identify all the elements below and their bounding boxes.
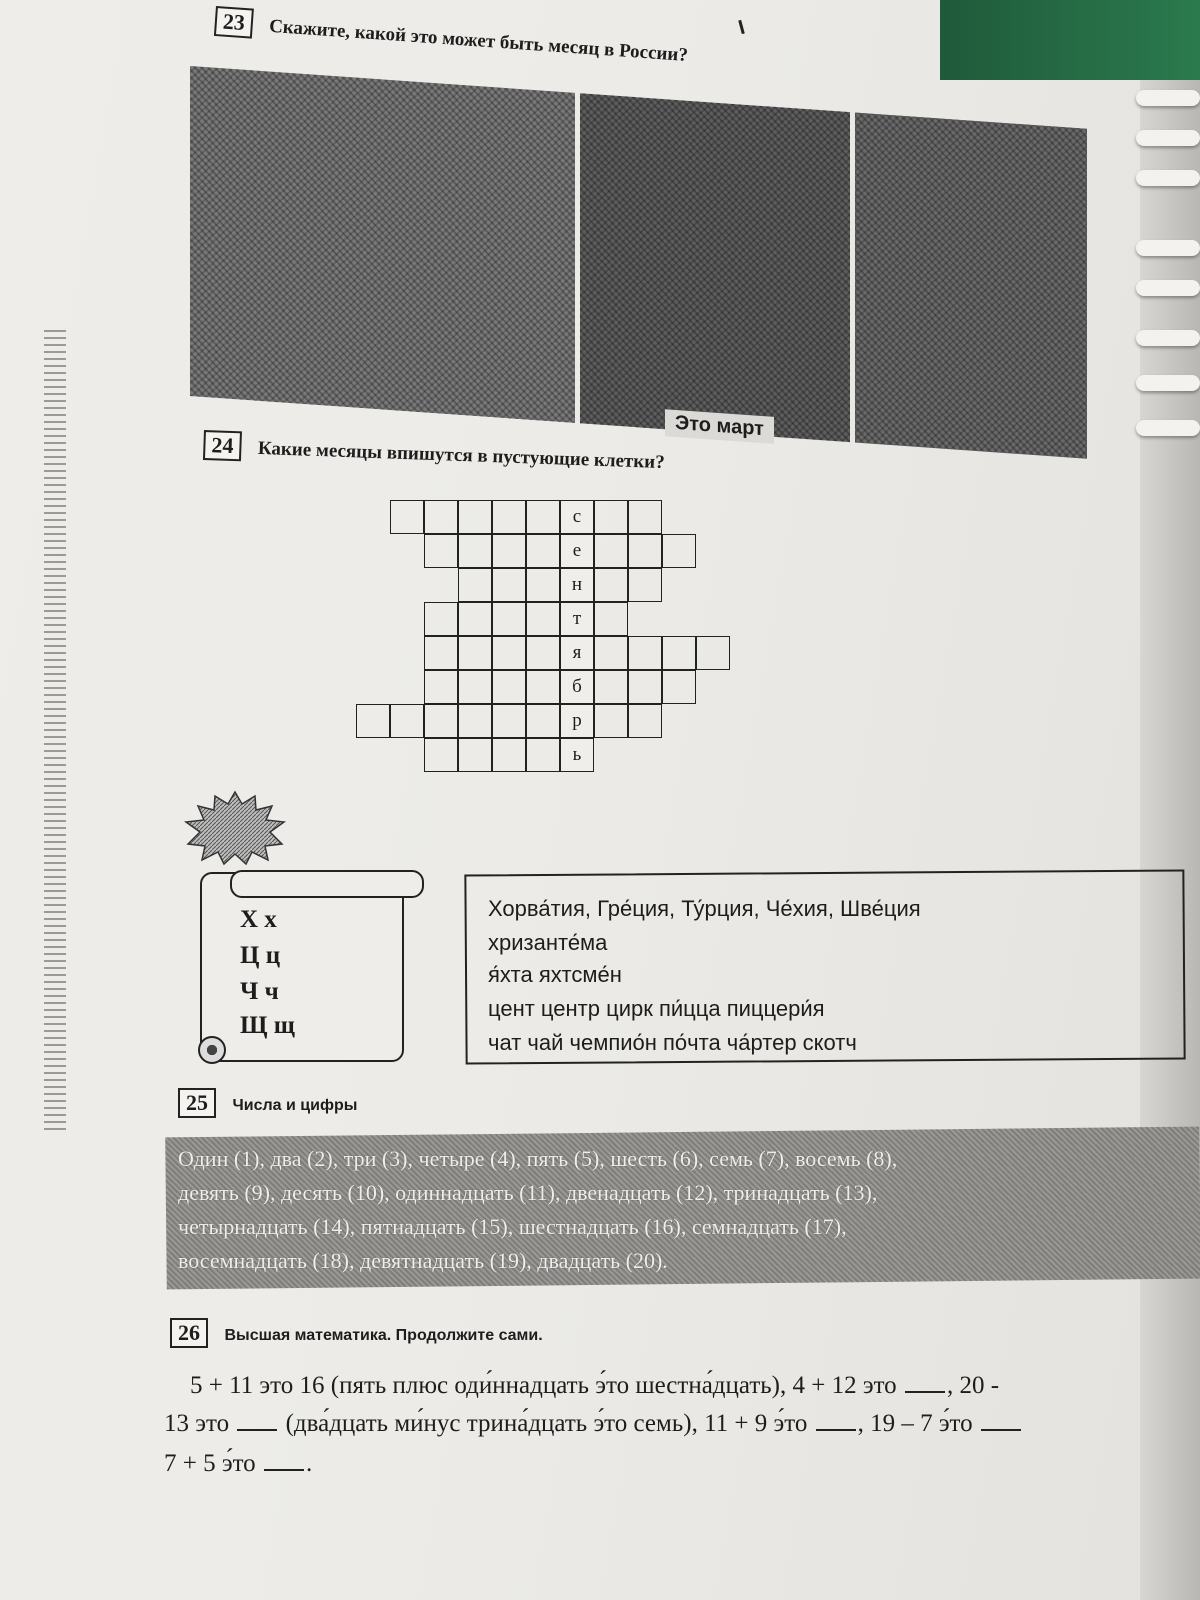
- answer-blank[interactable]: [237, 1429, 277, 1431]
- math-line-1: [190, 1372, 999, 1400]
- crossword-empty-cell[interactable]: [390, 500, 424, 534]
- crossword-empty-cell[interactable]: [492, 500, 526, 534]
- vocabulary-line: Хорва́тия, Гре́ция, Ту́рция, Че́хия, Шве́ция: [488, 896, 921, 921]
- binding-ring: [1136, 130, 1200, 146]
- answer-blank[interactable]: [816, 1429, 856, 1431]
- crossword-key-cell: т: [560, 602, 594, 636]
- crossword-empty-cell[interactable]: [424, 602, 458, 636]
- binding-ring: [1136, 240, 1200, 256]
- crossword-empty-cell[interactable]: [526, 534, 560, 568]
- binding-ring: [1136, 170, 1200, 186]
- crossword-empty-cell[interactable]: [492, 602, 526, 636]
- crossword-empty-cell[interactable]: [526, 704, 560, 738]
- scroll-letter-pair: Х х: [240, 906, 277, 933]
- crossword-empty-cell[interactable]: [594, 670, 628, 704]
- crossword-empty-cell[interactable]: [458, 568, 492, 602]
- crossword-key-cell: я: [560, 636, 594, 670]
- task-25-header: [178, 1088, 357, 1118]
- scroll-letter-pair: Ц ц: [240, 942, 281, 969]
- crossword-key-cell: е: [560, 534, 594, 568]
- crossword-empty-cell[interactable]: [696, 636, 730, 670]
- photo-field: [855, 113, 1087, 459]
- crossword-empty-cell[interactable]: [492, 636, 526, 670]
- crossword-empty-cell[interactable]: [628, 568, 662, 602]
- crossword-empty-cell[interactable]: [458, 602, 492, 636]
- crossword-empty-cell[interactable]: [458, 670, 492, 704]
- spiral-binding: [1130, 90, 1200, 510]
- numbers-line: Один (1), два (2), три (3), четыре (4), пять (5), шесть (6), семь (7), восемь (8),: [178, 1146, 898, 1171]
- crossword-empty-cell[interactable]: [492, 670, 526, 704]
- answer-blank[interactable]: [981, 1429, 1021, 1431]
- alphabet-scroll: [200, 872, 404, 1062]
- crossword-empty-cell[interactable]: [594, 568, 628, 602]
- binding-ring: [1136, 420, 1200, 436]
- task-title: Числа и цифры: [232, 1097, 358, 1114]
- crossword-empty-cell[interactable]: [424, 500, 458, 534]
- crossword-empty-cell[interactable]: [628, 704, 662, 738]
- math-text: 5 + 11 это 16 (пять плюс оди́ннадцать э́то шестна́дцать), 4 + 12 это: [190, 1372, 897, 1399]
- crossword-key-cell: ь: [560, 738, 594, 772]
- crossword-empty-cell[interactable]: [492, 568, 526, 602]
- crossword-empty-cell[interactable]: [424, 738, 458, 772]
- binding-ring: [1136, 375, 1200, 391]
- crossword-empty-cell[interactable]: [458, 636, 492, 670]
- task-number: 24: [203, 430, 242, 461]
- crossword-empty-cell[interactable]: [356, 704, 390, 738]
- crossword-empty-cell[interactable]: [526, 636, 560, 670]
- photo-caption: Это март: [665, 409, 774, 444]
- math-text: 7 + 5 э́то: [164, 1450, 256, 1477]
- crossword-empty-cell[interactable]: [458, 500, 492, 534]
- crossword-key-cell: б: [560, 670, 594, 704]
- numbers-line: четырнадцать (14), пятнадцать (15), шестнадцать (16), семнадцать (17),: [178, 1214, 847, 1239]
- crossword-empty-cell[interactable]: [594, 500, 628, 534]
- task-23-header: [214, 6, 689, 69]
- crossword-empty-cell[interactable]: [662, 534, 696, 568]
- task-26-header: [170, 1318, 543, 1348]
- vocabulary-line: я́хта яхтсме́н: [488, 962, 622, 987]
- crossword-empty-cell[interactable]: [526, 500, 560, 534]
- binding-ring: [1136, 280, 1200, 296]
- vocabulary-line: цент центр цирк пи́цца пиццери́я: [488, 996, 825, 1021]
- crossword-empty-cell[interactable]: [458, 534, 492, 568]
- crossword-empty-cell[interactable]: [594, 534, 628, 568]
- crossword-empty-cell[interactable]: [424, 636, 458, 670]
- task-question: Скажите, какой это может быть месяц в России?: [268, 15, 689, 67]
- crossword-empty-cell[interactable]: [526, 568, 560, 602]
- crossword-empty-cell[interactable]: [628, 534, 662, 568]
- math-text: , 20 -: [946, 1372, 1000, 1399]
- photo-village-winter: [190, 66, 575, 423]
- math-text: .: [305, 1450, 313, 1477]
- scroll-letter-pair: Ч ч: [240, 978, 279, 1005]
- photo-forest: [580, 93, 850, 442]
- crossword-empty-cell[interactable]: [458, 738, 492, 772]
- crossword-empty-cell[interactable]: [628, 500, 662, 534]
- crossword-empty-cell[interactable]: [628, 670, 662, 704]
- answer-blank[interactable]: [264, 1469, 304, 1471]
- crossword-empty-cell[interactable]: [594, 602, 628, 636]
- crossword-empty-cell[interactable]: [492, 534, 526, 568]
- crossword-empty-cell[interactable]: [594, 636, 628, 670]
- math-line-2: [164, 1410, 1023, 1438]
- binding-ring: [1136, 330, 1200, 346]
- scroll-top-roll: [230, 870, 424, 898]
- crossword-empty-cell[interactable]: [662, 636, 696, 670]
- vocabulary-line: хризанте́ма: [488, 930, 608, 955]
- crossword-empty-cell[interactable]: [424, 534, 458, 568]
- task-question: Какие месяцы впишутся в пустующие клетки?: [257, 437, 666, 474]
- crossword-key-cell: н: [560, 568, 594, 602]
- scroll-letter-pair: Щ щ: [240, 1012, 295, 1039]
- math-text: (два́дцать ми́нус трина́дцать э́то семь), 11 + 9 э́то: [285, 1410, 808, 1437]
- crossword-key-cell: р: [560, 704, 594, 738]
- task-number: 25: [178, 1088, 216, 1118]
- crossword-empty-cell[interactable]: [492, 738, 526, 772]
- crossword-empty-cell[interactable]: [594, 704, 628, 738]
- pen-mark: [738, 20, 745, 34]
- numbers-line: девять (9), десять (10), одиннадцать (11), двенадцать (12), тринадцать (13),: [178, 1180, 878, 1205]
- vocabulary-line: чат чай чемпио́н по́чта ча́ртер скотч: [488, 1030, 857, 1055]
- background-green-surface: [940, 0, 1200, 80]
- math-text: , 19 – 7 э́то: [857, 1410, 973, 1437]
- scroll-curl-icon: [198, 1036, 226, 1064]
- task-number: 23: [214, 6, 254, 39]
- math-line-3: [164, 1450, 312, 1478]
- starburst-icon: [180, 790, 290, 866]
- numbers-line: восемнадцать (18), девятнадцать (19), двадцать (20).: [178, 1248, 668, 1273]
- crossword-empty-cell[interactable]: [458, 704, 492, 738]
- task-number: 26: [170, 1318, 208, 1348]
- task-title: Высшая математика. Продолжите сами.: [224, 1327, 543, 1344]
- crossword-empty-cell[interactable]: [492, 704, 526, 738]
- crossword-empty-cell[interactable]: [390, 704, 424, 738]
- math-text: 13 это: [164, 1410, 230, 1437]
- crossword-empty-cell[interactable]: [424, 704, 458, 738]
- crossword-key-cell: с: [560, 500, 594, 534]
- binding-ring: [1136, 90, 1200, 106]
- crossword-empty-cell[interactable]: [662, 670, 696, 704]
- crossword-empty-cell[interactable]: [526, 602, 560, 636]
- crossword-empty-cell[interactable]: [526, 670, 560, 704]
- crossword-empty-cell[interactable]: [526, 738, 560, 772]
- crossword-empty-cell[interactable]: [628, 636, 662, 670]
- left-margin-dots: [44, 330, 66, 1130]
- answer-blank[interactable]: [905, 1391, 945, 1393]
- crossword-empty-cell[interactable]: [424, 670, 458, 704]
